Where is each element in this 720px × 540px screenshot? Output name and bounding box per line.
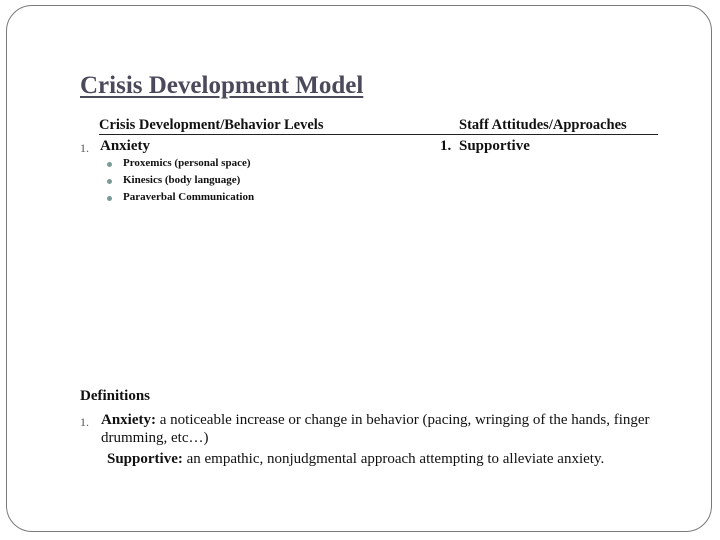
definition-term: Anxiety: (101, 412, 156, 428)
definitions-title: Definitions (80, 388, 151, 404)
definition-supportive (107, 450, 697, 468)
left-list-number: 1. (80, 141, 89, 155)
right-list-number: 1. (440, 138, 452, 154)
bullet-icon (107, 162, 112, 167)
header-underline (99, 134, 658, 135)
bullet-icon (107, 179, 112, 184)
definition-number: 1. (80, 415, 89, 429)
right-column-header: Staff Attitudes/Approaches (459, 117, 627, 133)
slide-title: Crisis Development Model (80, 72, 364, 99)
definition-text: a noticeable increase or change in behavior (pacing, wringing of the hands, finger drumming, etc…) (101, 412, 650, 446)
right-list-item: Supportive (459, 138, 530, 154)
definition-term: Supportive: (107, 451, 183, 467)
sub-item: Kinesics (body language) (123, 174, 241, 186)
sub-item: Paraverbal Communication (123, 191, 255, 203)
left-list-item: Anxiety (100, 138, 150, 154)
bullet-icon (107, 196, 112, 201)
definition-anxiety (101, 411, 691, 447)
left-column-header: Crisis Development/Behavior Levels (99, 117, 324, 133)
sub-item: Proxemics (personal space) (123, 157, 251, 169)
definition-text: an empathic, nonjudgmental approach attempting to alleviate anxiety. (182, 451, 605, 467)
